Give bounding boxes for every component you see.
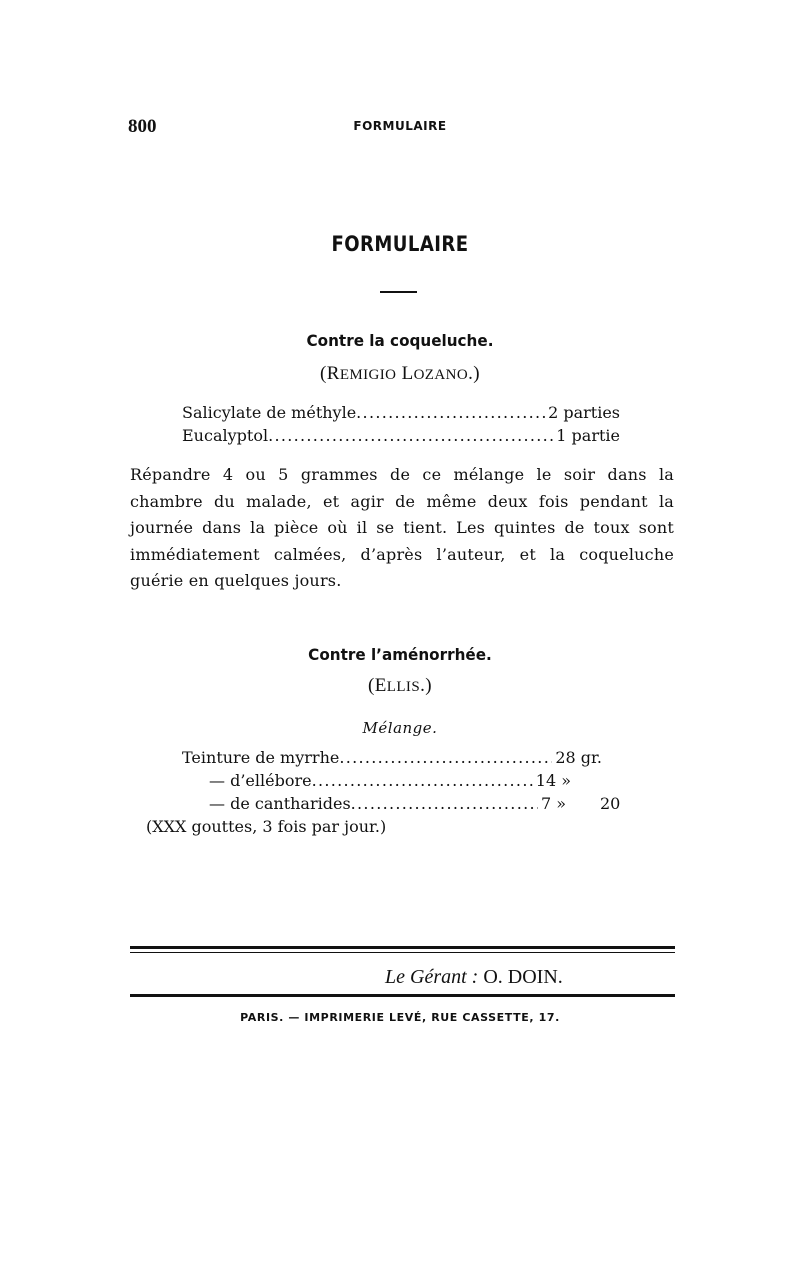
dot-leader — [339, 748, 552, 767]
dot-leader — [351, 794, 538, 813]
running-title: FORMULAIRE — [353, 119, 447, 133]
ingredient-row — [209, 794, 566, 816]
ingredient-name: Eucalyptol — [182, 426, 269, 445]
dot-leader — [312, 771, 533, 790]
section-author-ellis: (ELLIS.) — [368, 675, 432, 696]
footer-rule — [130, 946, 675, 949]
printer-imprint: PARIS. — IMPRIMERIE LEVÉ, RUE CASSETTE, 17. — [240, 1011, 560, 1024]
ingredient-amount: 14 » — [535, 771, 571, 790]
dot-leader — [268, 426, 553, 445]
dosage-note: (XXX gouttes, 3 fois par jour.) — [146, 817, 387, 836]
signature-label: Le Gérant : — [385, 966, 479, 988]
instructions-paragraph: Répandre 4 ou 5 grammes de ce mélange le soir dans la chambre du malade, et agir de même deux fois pendant la journée dans la pièce où il se tient. Les quintes de toux sont immédiatement calmées, d’après l’auteur, et la coqueluche guérie en quelques jours. — [130, 465, 674, 590]
ingredient-name: — d’ellébore — [209, 771, 312, 790]
ingredient-amount: 7 » — [540, 794, 566, 813]
recipe-subheading: Mélange. — [362, 719, 438, 737]
section-heading-coqueluche: Contre la coqueluche. — [306, 331, 494, 350]
page-number: 800 — [128, 116, 157, 137]
ingredient-row — [182, 426, 620, 448]
footer-rule-thin — [130, 952, 675, 953]
footer-rule-bottom — [130, 994, 675, 997]
ingredient-name: Teinture de myrrhe — [182, 748, 340, 767]
ingredient-row — [209, 771, 571, 793]
recipe-total: 20 — [600, 794, 621, 813]
title-rule — [380, 291, 417, 293]
ingredient-name: — de cantharides — [209, 794, 351, 813]
signature-name: O. DOIN. — [483, 966, 563, 988]
ingredient-name: Salicylate de méthyle — [182, 403, 357, 422]
signature — [385, 966, 563, 989]
dot-leader — [356, 403, 545, 422]
ingredient-amount: 1 partie — [556, 426, 620, 445]
ingredient-amount: 28 gr. — [555, 748, 602, 767]
section-heading-amenorrhee: Contre l’aménorrhée. — [308, 645, 492, 664]
ingredient-row — [182, 403, 620, 425]
running-head — [128, 116, 672, 136]
ingredient-amount: 2 parties — [548, 403, 620, 422]
page-title: FORMULAIRE — [331, 232, 469, 256]
ingredient-row — [182, 748, 602, 770]
section-author-lozano: (REMIGIO LOZANO.) — [320, 363, 480, 384]
